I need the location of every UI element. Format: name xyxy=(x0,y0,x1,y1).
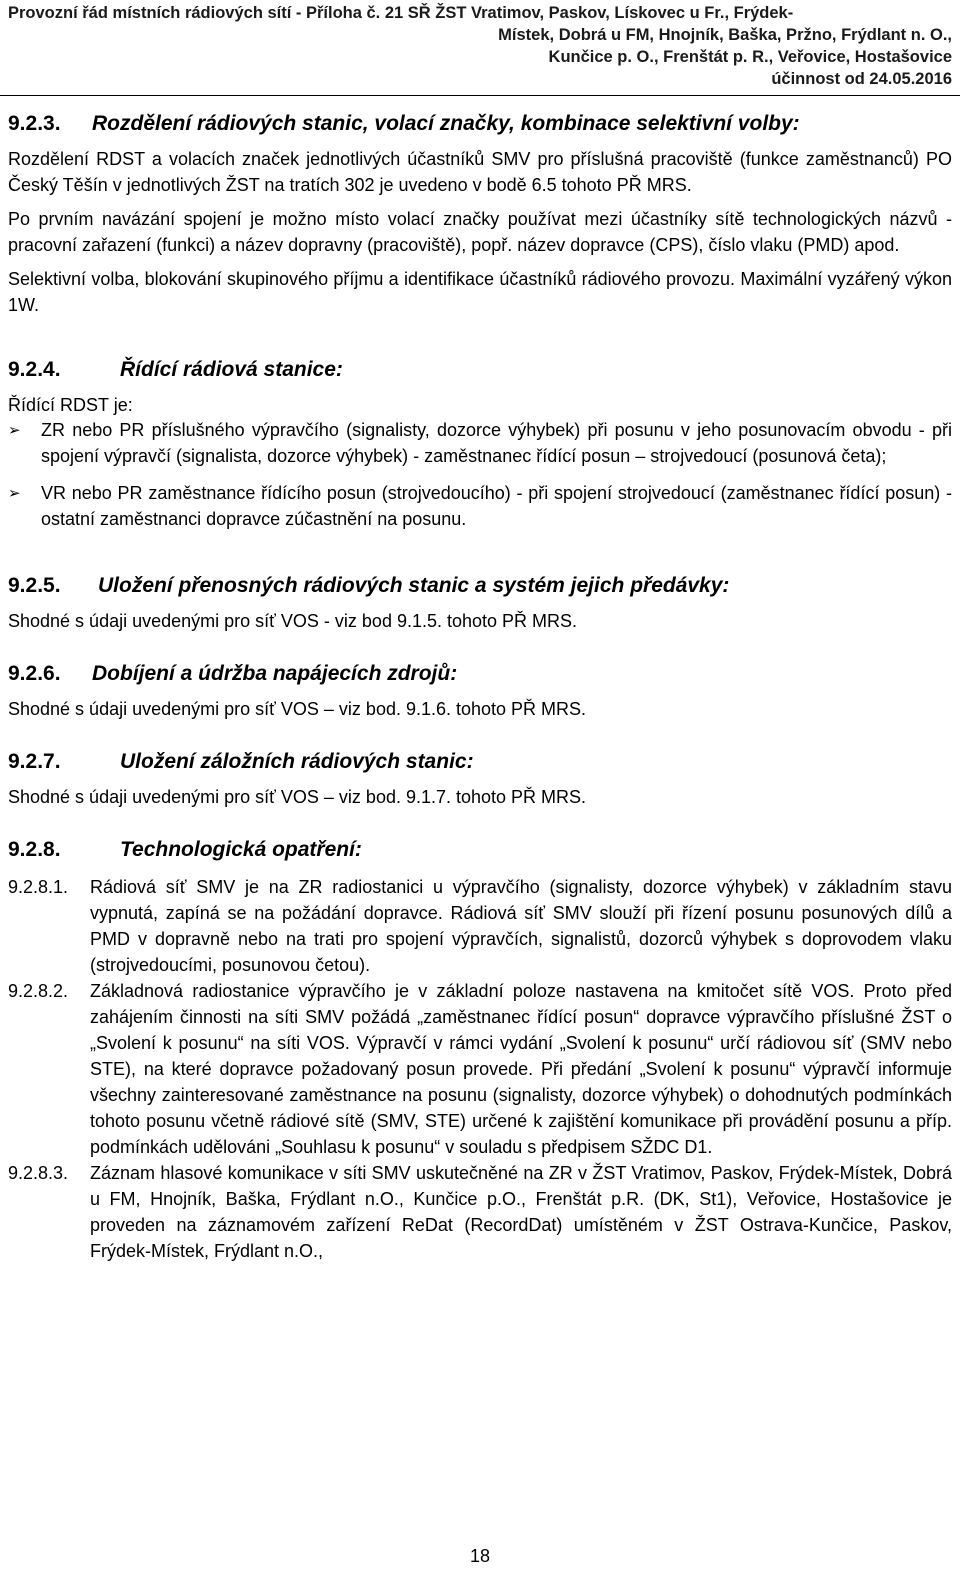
paragraph: Selektivní volba, blokování skupinového příjmu a identifikace účastníků rádiového provozu. Maximální vyzářený výkon 1W. xyxy=(8,269,952,315)
item-text: Základnová radiostanice výpravčího je v základní poloze nastavena na kmitočet sítě VOS. Proto před zahájením činnosti na síti SMV požádá „zaměstnanec řídící posun“ dopravce výpravčího příslušné ŽST o „Svolení k posunu“ na síti VOS. Výpravčí v rámci vydání „Svolení k posunu“ určí rádiovou síť (SMV nebo STE), na které dopravce požadovaný posun provede. Při předání „Svolení k posunu“ výpravčí informuje všechny zainteresované zaměstnance na posunu (signalisty, dozorce výhybek) o dohodnutých podmínkách tohoto posunu včetně rádiové sítě (SMV, STE) určené k zajištění komunikace při provádění posunu a příp. podmínkách udělováni „Souhlasu k posunu“ v souladu s předpisem SŽDC D1. xyxy=(90,981,952,1157)
item-number: 9.2.8.2. xyxy=(8,981,69,1001)
section-heading-9-2-4 xyxy=(8,356,952,384)
section-heading-9-2-5 xyxy=(8,572,952,600)
header-line-2: Místek, Dobrá u FM, Hnojník, Baška, Pržno, Frýdlant n. O., xyxy=(498,26,952,44)
section-number: 9.2.8. xyxy=(8,838,61,861)
header-effective-date: účinnost od 24.05.2016 xyxy=(771,70,952,88)
paragraph: Shodné s údaji uvedenými pro síť VOS - viz bod 9.1.5. tohoto PŘ MRS. xyxy=(8,611,578,631)
list-item xyxy=(8,481,952,532)
list-item-text: VR nebo PR zaměstnance řídícího posun (strojvedoucího) - při spojení strojvedoucí (zaměstnanec řídící posun) - ostatní zaměstnanci dopravce zúčastnění na posunu. xyxy=(41,483,952,529)
paragraph: Po prvním navázání spojení je možno místo volací značky používat mezi účastníky sítě technologických názvů - pracovní zařazení (funkci) a název dopravny (pracoviště), popř. název dopravce (CPS), číslo vlaku (PMD) apod. xyxy=(8,209,952,255)
page-header xyxy=(8,2,952,90)
section-title: Dobíjení a údržba napájecích zdrojů: xyxy=(92,662,458,685)
section-heading-9-2-6 xyxy=(8,660,952,688)
section-title: Technologická opatření: xyxy=(120,838,362,861)
section-number: 9.2.4. xyxy=(8,358,61,381)
item-text: Záznam hlasové komunikace v síti SMV uskutečněné na ZR v ŽST Vratimov, Paskov, Frýdek-Místek, Dobrá u FM, Hnojník, Baška, Frýdlant n.O., Kunčice p.O., Frenštát p.R. (DK, St1), Veřovice, Hostašovice je proveden na záznamovém zařízení ReDat (RecordDat) umístěném v ŽST Ostrava-Kunčice, Paskov, Frýdek-Místek, Frýdlant n.O., xyxy=(90,1163,952,1261)
numbered-item xyxy=(8,1160,952,1264)
document-body xyxy=(8,110,952,1264)
list-item xyxy=(8,418,952,469)
item-number: 9.2.8.3. xyxy=(8,1163,69,1183)
section-heading-9-2-8 xyxy=(8,836,952,864)
section-number: 9.2.7. xyxy=(8,750,61,773)
arrow-bullet-icon: ➢ xyxy=(8,485,21,502)
section-title: Uložení přenosných rádiových stanic a systém jejich předávky: xyxy=(98,574,730,597)
section-title: Uložení záložních rádiových stanic: xyxy=(120,750,474,773)
section-heading-9-2-7 xyxy=(8,748,952,776)
section-title: Rozdělení rádiových stanic, volací značky, kombinace selektivní volby: xyxy=(92,112,800,135)
item-number: 9.2.8.1. xyxy=(8,877,69,897)
paragraph: Shodné s údaji uvedenými pro síť VOS – viz bod. 9.1.6. tohoto PŘ MRS. xyxy=(8,699,587,719)
arrow-bullet-icon: ➢ xyxy=(8,422,21,439)
paragraph: Rozdělení RDST a volacích značek jednotlivých účastníků SMV pro příslušná pracoviště (funkce zaměstnanců) PO Český Těšín v jednotlivých ŽST na tratích 302 je uvedeno v bodě 6.5 tohoto PŘ MRS. xyxy=(8,149,952,195)
paragraph-intro: Řídící RDST je: xyxy=(8,395,133,415)
section-title: Řídící rádiová stanice: xyxy=(120,358,343,381)
header-divider xyxy=(0,95,960,96)
section-number: 9.2.6. xyxy=(8,662,61,685)
section-number: 9.2.3. xyxy=(8,112,61,135)
header-line-1: Provozní řád místních rádiových sítí - Příloha č. 21 SŘ ŽST Vratimov, Paskov, Lískovec u Fr., Frýdek- xyxy=(8,4,794,22)
numbered-item xyxy=(8,978,952,1160)
header-line-3: Kunčice p. O., Frenštát p. R., Veřovice, Hostašovice xyxy=(548,48,952,66)
page-number: 18 xyxy=(469,1546,491,1566)
numbered-item xyxy=(8,874,952,978)
paragraph: Shodné s údaji uvedenými pro síť VOS – viz bod. 9.1.7. tohoto PŘ MRS. xyxy=(8,787,587,807)
list-item-text: ZR nebo PR příslušného výpravčího (signalisty, dozorce výhybek) při posunu v jeho posunovacím obvodu - při spojení výpravčí (signalista, dozorce výhybek) - zaměstnanec řídící posun – strojvedoucí (posunová četa); xyxy=(41,420,952,466)
section-number: 9.2.5. xyxy=(8,574,61,597)
item-text: Rádiová síť SMV je na ZR radiostanici u výpravčího (signalisty, dozorce výhybek) v základním stavu vypnutá, zapíná se na požádání dopravce. Rádiová síť SMV slouží při řízení posunu posunových dílů a PMD v dopravně nebo na trati pro spojení výpravčích, signalistů, dozorců výhybek s doprovodem vlaku (strojvedoucími, posunovou četou). xyxy=(90,877,952,975)
section-heading-9-2-3 xyxy=(8,110,952,138)
